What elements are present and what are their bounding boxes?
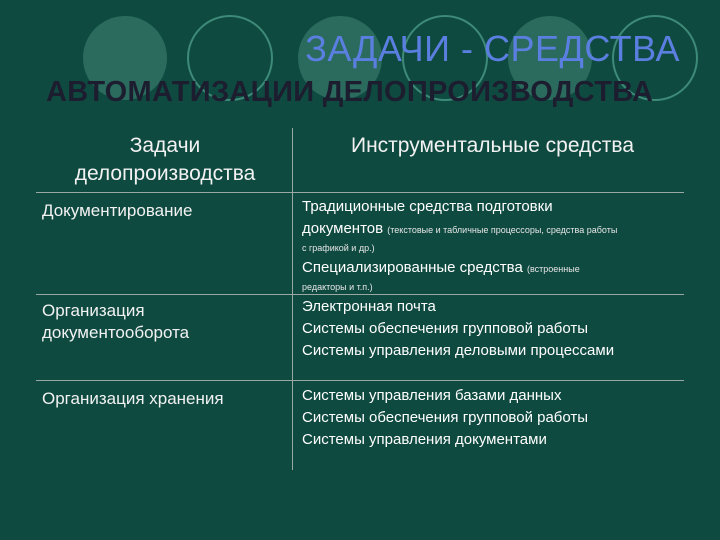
column-header-tasks — [40, 132, 290, 188]
table-divider — [36, 192, 684, 193]
column-header-tools: Инструментальные средства — [350, 134, 635, 157]
task-workflow — [42, 300, 287, 344]
tools-workflow — [302, 296, 697, 362]
tool-item: Электронная почта — [302, 298, 436, 315]
tool-item — [302, 257, 697, 280]
header-tasks-line2: делопроизводства — [74, 162, 256, 185]
tool-note: с графикой и др.) — [302, 243, 375, 253]
tool-note: редакторы и т.п.) — [302, 282, 373, 292]
tool-item-text: Специализированные средства — [302, 259, 523, 276]
task-workflow-line1: Организация — [42, 301, 145, 320]
tools-documenting — [302, 196, 697, 294]
tool-item: Системы обеспечения групповой работы — [302, 409, 589, 426]
tool-note: (текстовые и табличные процессоры, средства работы — [387, 225, 618, 235]
tool-note: (встроенные — [526, 264, 580, 274]
column-divider — [292, 128, 293, 470]
tool-item: Системы управления деловыми процессами — [302, 342, 615, 359]
task-workflow-line2: документооборота — [42, 323, 190, 342]
tool-item — [302, 218, 697, 241]
tool-item: Системы управления базами данных — [302, 387, 562, 404]
task-storage: Организация хранения — [42, 389, 224, 408]
tool-item-text: документов — [302, 220, 384, 237]
table-divider — [36, 380, 684, 381]
tool-item: Традиционные средства подготовки — [302, 198, 553, 215]
table-divider — [36, 294, 684, 295]
tool-item: Системы управления документами — [302, 431, 547, 448]
tool-item: Системы обеспечения групповой работы — [302, 320, 589, 337]
task-documenting: Документирование — [42, 201, 193, 220]
tools-storage — [302, 385, 697, 451]
slide-title: ЗАДАЧИ - СРЕДСТВА — [305, 28, 680, 69]
header-tasks-line1: Задачи — [129, 134, 201, 157]
slide-subtitle: АВТОМАТИЗАЦИИ ДЕЛОПРОИЗВОДСТВА — [46, 76, 654, 108]
